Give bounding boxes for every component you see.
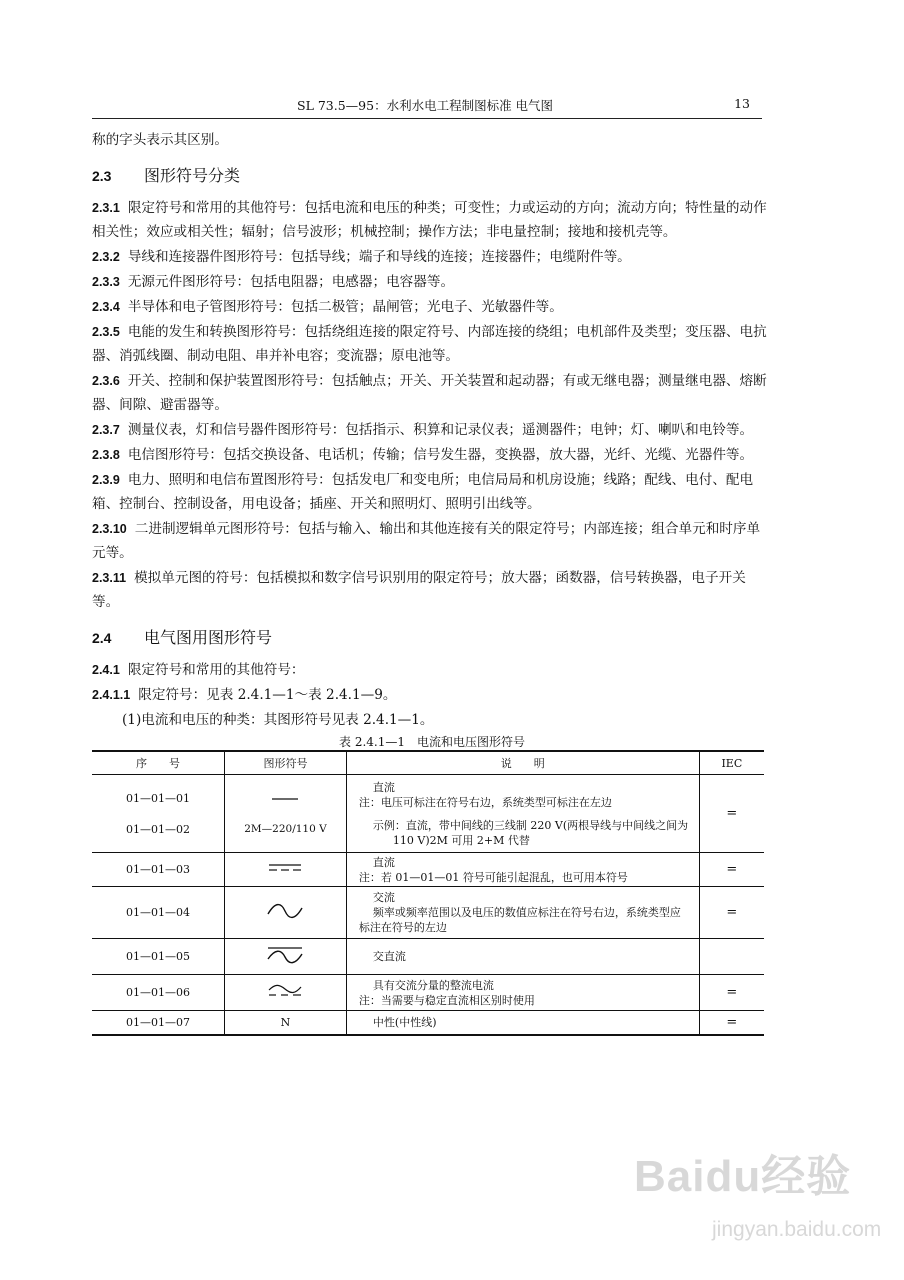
intro-line: 称的字头表示其区别。: [92, 132, 228, 148]
item-text: 限定符号和常用的其他符号：: [127, 662, 305, 678]
symbol-table: [92, 750, 764, 1036]
item-text: 模拟单元图的符号：包括模拟和数字信号识别用的限定符号；放大器；函数器，信号转换器，电子开关等。: [92, 570, 746, 610]
header-title: SL 73.5—95：水利水电工程制图标准 电气图: [297, 98, 554, 113]
desc-title: 交直流: [372, 950, 406, 963]
item-number: 2.3.4: [92, 300, 120, 314]
header-iec: IEC: [699, 751, 764, 775]
page-number: 13: [734, 96, 750, 111]
item-number: 2.3.10: [92, 522, 127, 536]
seq-cell: 01—01—05: [92, 939, 225, 975]
desc-line: 标注在符号的左边: [358, 921, 447, 934]
list-item: [92, 196, 772, 244]
seq-cell: 01—01—01: [126, 791, 190, 805]
baidu-watermark: [634, 1140, 882, 1260]
section-title: 图形符号分类: [144, 166, 241, 185]
item-number: 2.3.11: [92, 571, 127, 585]
list-item: [92, 566, 772, 614]
item-number: 2.3.5: [92, 325, 120, 339]
table-caption: 表 2.4.1—1 电流和电压图形符号: [339, 735, 525, 749]
section-title: 电气图用图形符号: [144, 628, 273, 647]
page-content: [92, 128, 772, 1036]
header-symbol: 图形符号: [225, 751, 347, 775]
desc-line: 示例：直流，带中间线的三线制 220 V(两根导线与中间线之间为: [372, 818, 689, 832]
list-item: [92, 320, 772, 368]
watermark-brand: Baidu经验: [634, 1152, 852, 1201]
list-item: [92, 369, 772, 417]
item-number: 2.4.1.1: [92, 688, 131, 702]
list-item: [92, 418, 772, 442]
item-number: 2.3.7: [92, 423, 120, 437]
item-text: 限定符号和常用的其他符号：包括电流和电压的种类；可变性；力或运动的方向；流动方向；特性量的动作相关性；效应或相关性；辐射；信号波形；机械控制；操作方法；非电量控制；接地和接机壳等。: [92, 200, 767, 240]
desc-note: 注：电压可标注在符号右边，系统类型可标注在左边: [358, 795, 612, 809]
item-number: 2.4.1: [92, 663, 120, 677]
list-item: [92, 658, 772, 682]
table-row: [92, 775, 764, 853]
seq-cell: 01—01—06: [92, 975, 225, 1011]
item-text: 无源元件图形符号：包括电阻器；电感器；电容器等。: [127, 274, 455, 290]
desc-line: 频率或频率范围以及电压的数值应标注在符号右边，系统类型应: [372, 906, 681, 919]
item-text: 测量仪表，灯和信号器件图形符号：包括指示、积算和记录仪表；遥测器件；电钟；灯、喇叭和电铃等。: [127, 422, 754, 438]
table-row: [92, 939, 764, 975]
iec-cell: =: [699, 887, 764, 939]
seq-cell: 01—01—02: [126, 822, 190, 836]
item-text: 半导体和电子管图形符号：包括二极管；晶闸管；光电子、光敏器件等。: [127, 299, 563, 315]
list-item: [92, 517, 772, 565]
list-item: [92, 295, 772, 319]
seq-cell: 01—01—07: [92, 1011, 225, 1035]
desc-line: 110 V)2M 可用 2+M 代替: [392, 833, 530, 847]
table-row: [92, 887, 764, 939]
section-heading-2-4: [92, 624, 772, 652]
section-heading-2-3: [92, 162, 772, 190]
list-item: [92, 683, 772, 707]
page-header: [92, 92, 762, 119]
item-text: 电能的发生和转换图形符号：包括绕组连接的限定符号、内部连接的绕组；电机部件及类型；变压器、电抗器、消弧线圈、制动电阻、串并补电容；变流器；原电池等。: [92, 324, 767, 364]
desc-note: 注：若 01—01—01 符号可能引起混乱，也可用本符号: [358, 870, 628, 884]
list-item: [92, 468, 772, 516]
watermark-url: jingyan.baidu.com: [712, 1218, 882, 1241]
desc-note: 注：当需要与稳定直流相区别时使用: [358, 993, 535, 1007]
table-row: [92, 1011, 764, 1035]
section-number: 2.3: [92, 168, 112, 184]
iec-cell: =: [699, 853, 764, 887]
dc-symbol-icon: [226, 792, 345, 805]
section-number: 2.4: [92, 630, 112, 646]
list-item: [92, 443, 772, 467]
seq-cell: 01—01—03: [92, 853, 225, 887]
item-text: 开关、控制和保护装置图形符号：包括触点；开关、开关装置和起动器；有或无继电器；测量继电器、熔断器、间隙、避雷器等。: [92, 373, 767, 413]
item-text: 二进制逻辑单元图形符号：包括与输入、输出和其他连接有关的限定符号；内部连接；组合单元和时序单元等。: [92, 521, 761, 561]
rectified-current-symbol-icon: [265, 990, 305, 1003]
iec-cell: =: [699, 775, 764, 853]
sub-item: (1)电流和电压的种类：其图形符号见表 2.4.1—1。: [122, 712, 434, 728]
iec-cell: =: [699, 975, 764, 1011]
item-text: 导线和连接器件图形符号：包括导线；端子和导线的连接；连接器件；电缆附件等。: [127, 249, 631, 265]
seq-cell: 01—01—04: [92, 887, 225, 939]
item-number: 2.3.3: [92, 275, 120, 289]
iec-cell: =: [699, 1011, 764, 1035]
header-seq: 序 号: [92, 751, 225, 775]
list-item: [92, 270, 772, 294]
desc-title: 直流: [372, 855, 395, 869]
desc-title: 直流: [372, 780, 395, 794]
header-desc: 说 明: [346, 751, 699, 775]
iec-cell: [699, 939, 764, 975]
item-text: 限定符号：见表 2.4.1—1～表 2.4.1—9。: [138, 687, 397, 703]
item-number: 2.3.6: [92, 374, 120, 388]
ac-dc-symbol-icon: [265, 955, 305, 968]
ac-symbol-icon: [265, 910, 305, 923]
symbol-text: 2M—220/110 V: [244, 823, 327, 835]
desc-title: 交流: [372, 891, 395, 904]
list-item: [92, 245, 772, 269]
item-text: 电信图形符号：包括交换设备、电话机；传输；信号发生器，变换器，放大器，光纤、光缆、光器件等。: [127, 447, 754, 463]
dc-alt-symbol-icon: [267, 863, 303, 876]
table-header-row: [92, 751, 764, 775]
symbol-text: N: [225, 1011, 347, 1035]
item-number: 2.3.2: [92, 250, 120, 264]
item-text: 电力、照明和电信布置图形符号：包括发电厂和变电所；电信局局和机房设施；线路；配线、电付、配电箱、控制台、控制设备，用电设备；插座、开关和照明灯、照明引出线等。: [92, 472, 754, 512]
table-row: [92, 975, 764, 1011]
item-number: 2.3.1: [92, 201, 120, 215]
desc-title: 具有交流分量的整流电流: [372, 978, 494, 992]
item-number: 2.3.8: [92, 448, 120, 462]
item-number: 2.3.9: [92, 473, 120, 487]
desc-title: 中性(中性线): [372, 1015, 437, 1029]
section-2-3-list: [92, 196, 772, 614]
table-row: [92, 853, 764, 887]
